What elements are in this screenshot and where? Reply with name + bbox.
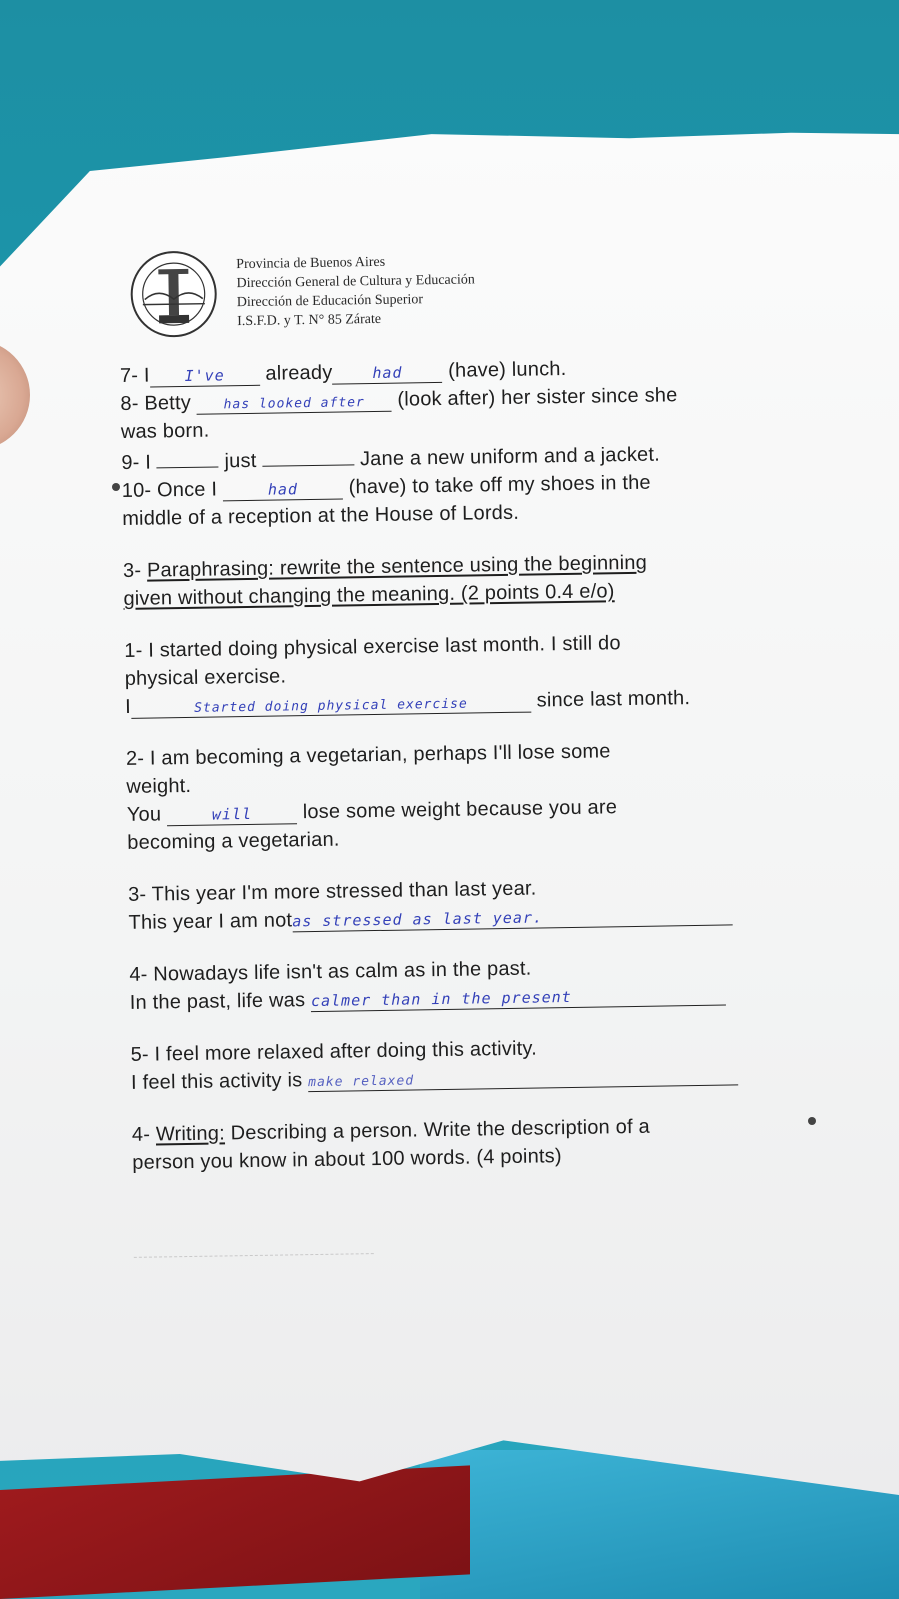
question-text: 3- This year I'm more stressed than last year. [127,877,537,906]
question-text: was born. [120,419,210,443]
section-number: 4- [131,1123,151,1146]
handwritten-answer: had [372,363,403,383]
background-cloth-red [0,1465,470,1599]
handwritten-answer: make relaxed [308,1073,415,1091]
handwritten-answer: has looked after [223,395,365,413]
question-text: In the past, life was [129,989,306,1014]
question-text: just [224,449,257,473]
question-text: 7- I [119,364,150,387]
question-text: 2- I am becoming a vegetarian, perhaps I'll lose some [125,740,611,770]
question-text: lose some weight because you are [302,796,618,824]
question-text: (have) to take off my shoes in the [348,471,651,499]
bullet-mark [112,483,120,491]
section-number: 3- [122,559,142,582]
answer-blank[interactable] [131,690,531,719]
question-text: 4- Nowadays life isn't as calm as in the past. [129,957,532,986]
section-title: given without changing the meaning. (2 points 0.4 e/o) [123,580,615,610]
handwritten-answer: as stressed as last year. [292,908,544,931]
question-text: (have) lunch. [448,357,567,382]
answer-blank[interactable] [197,389,392,415]
handwritten-answer: calmer than in the present [310,987,572,1011]
question-text: physical exercise. [124,665,287,690]
answer-blank[interactable] [292,902,732,932]
section-title: Writing: [155,1122,226,1146]
answer-blank[interactable] [332,360,442,385]
answer-blank[interactable] [167,801,297,826]
question-text: 9- I [121,451,152,474]
header-line: Dirección General de Cultura y Educación [236,272,475,292]
handwritten-answer: will [211,804,253,824]
section-title: Paraphrasing: rewrite the sentence using the beginning [146,551,648,582]
question-text: You [126,803,162,826]
institution-seal-icon [128,248,219,339]
answer-blank[interactable] [262,442,354,466]
handwritten-answer: I've [184,366,225,385]
section-text: person you know in about 100 words. (4 points) [132,1145,562,1174]
question-text: Jane a new uniform and a jacket. [359,443,661,471]
handwritten-answer: Started doing physical exercise [194,696,468,716]
question-text: weight. [126,774,192,798]
question-text: 1- I started doing physical exercise last month. I still do [124,632,621,662]
bullet-mark [808,1117,816,1125]
header-line: Dirección de Educación Superior [236,292,424,311]
handwritten-answer: had [267,480,299,499]
answer-blank[interactable] [223,476,343,501]
question-text: (look after) her sister since she [397,384,678,411]
question-text: already [265,361,333,385]
question-text: 10- Once I [121,478,218,502]
document-header [128,240,779,340]
question-text: I feel this activity is [130,1069,303,1094]
question-text: becoming a vegetarian. [127,828,340,854]
header-line: Provincia de Buenos Aires [236,254,386,273]
answer-blank[interactable] [150,363,260,388]
question-text: This year I am not [128,909,293,934]
question-text: 8- Betty [120,391,192,415]
institution-name [236,251,475,331]
section-text: Describing a person. Write the description of a [230,1115,650,1145]
question-text: I [125,695,132,718]
answer-blank[interactable] [308,1062,738,1092]
header-line: I.S.F.D. y T. N° 85 Zárate [237,311,382,330]
question-text: middle of a reception at the House of Lords. [122,501,520,530]
answer-blank[interactable] [311,983,726,1013]
question-text: since last month. [536,687,691,712]
answer-blank[interactable] [157,444,219,468]
question-text: 5- I feel more relaxed after doing this activity. [130,1037,538,1066]
worksheet-content [118,240,794,1258]
